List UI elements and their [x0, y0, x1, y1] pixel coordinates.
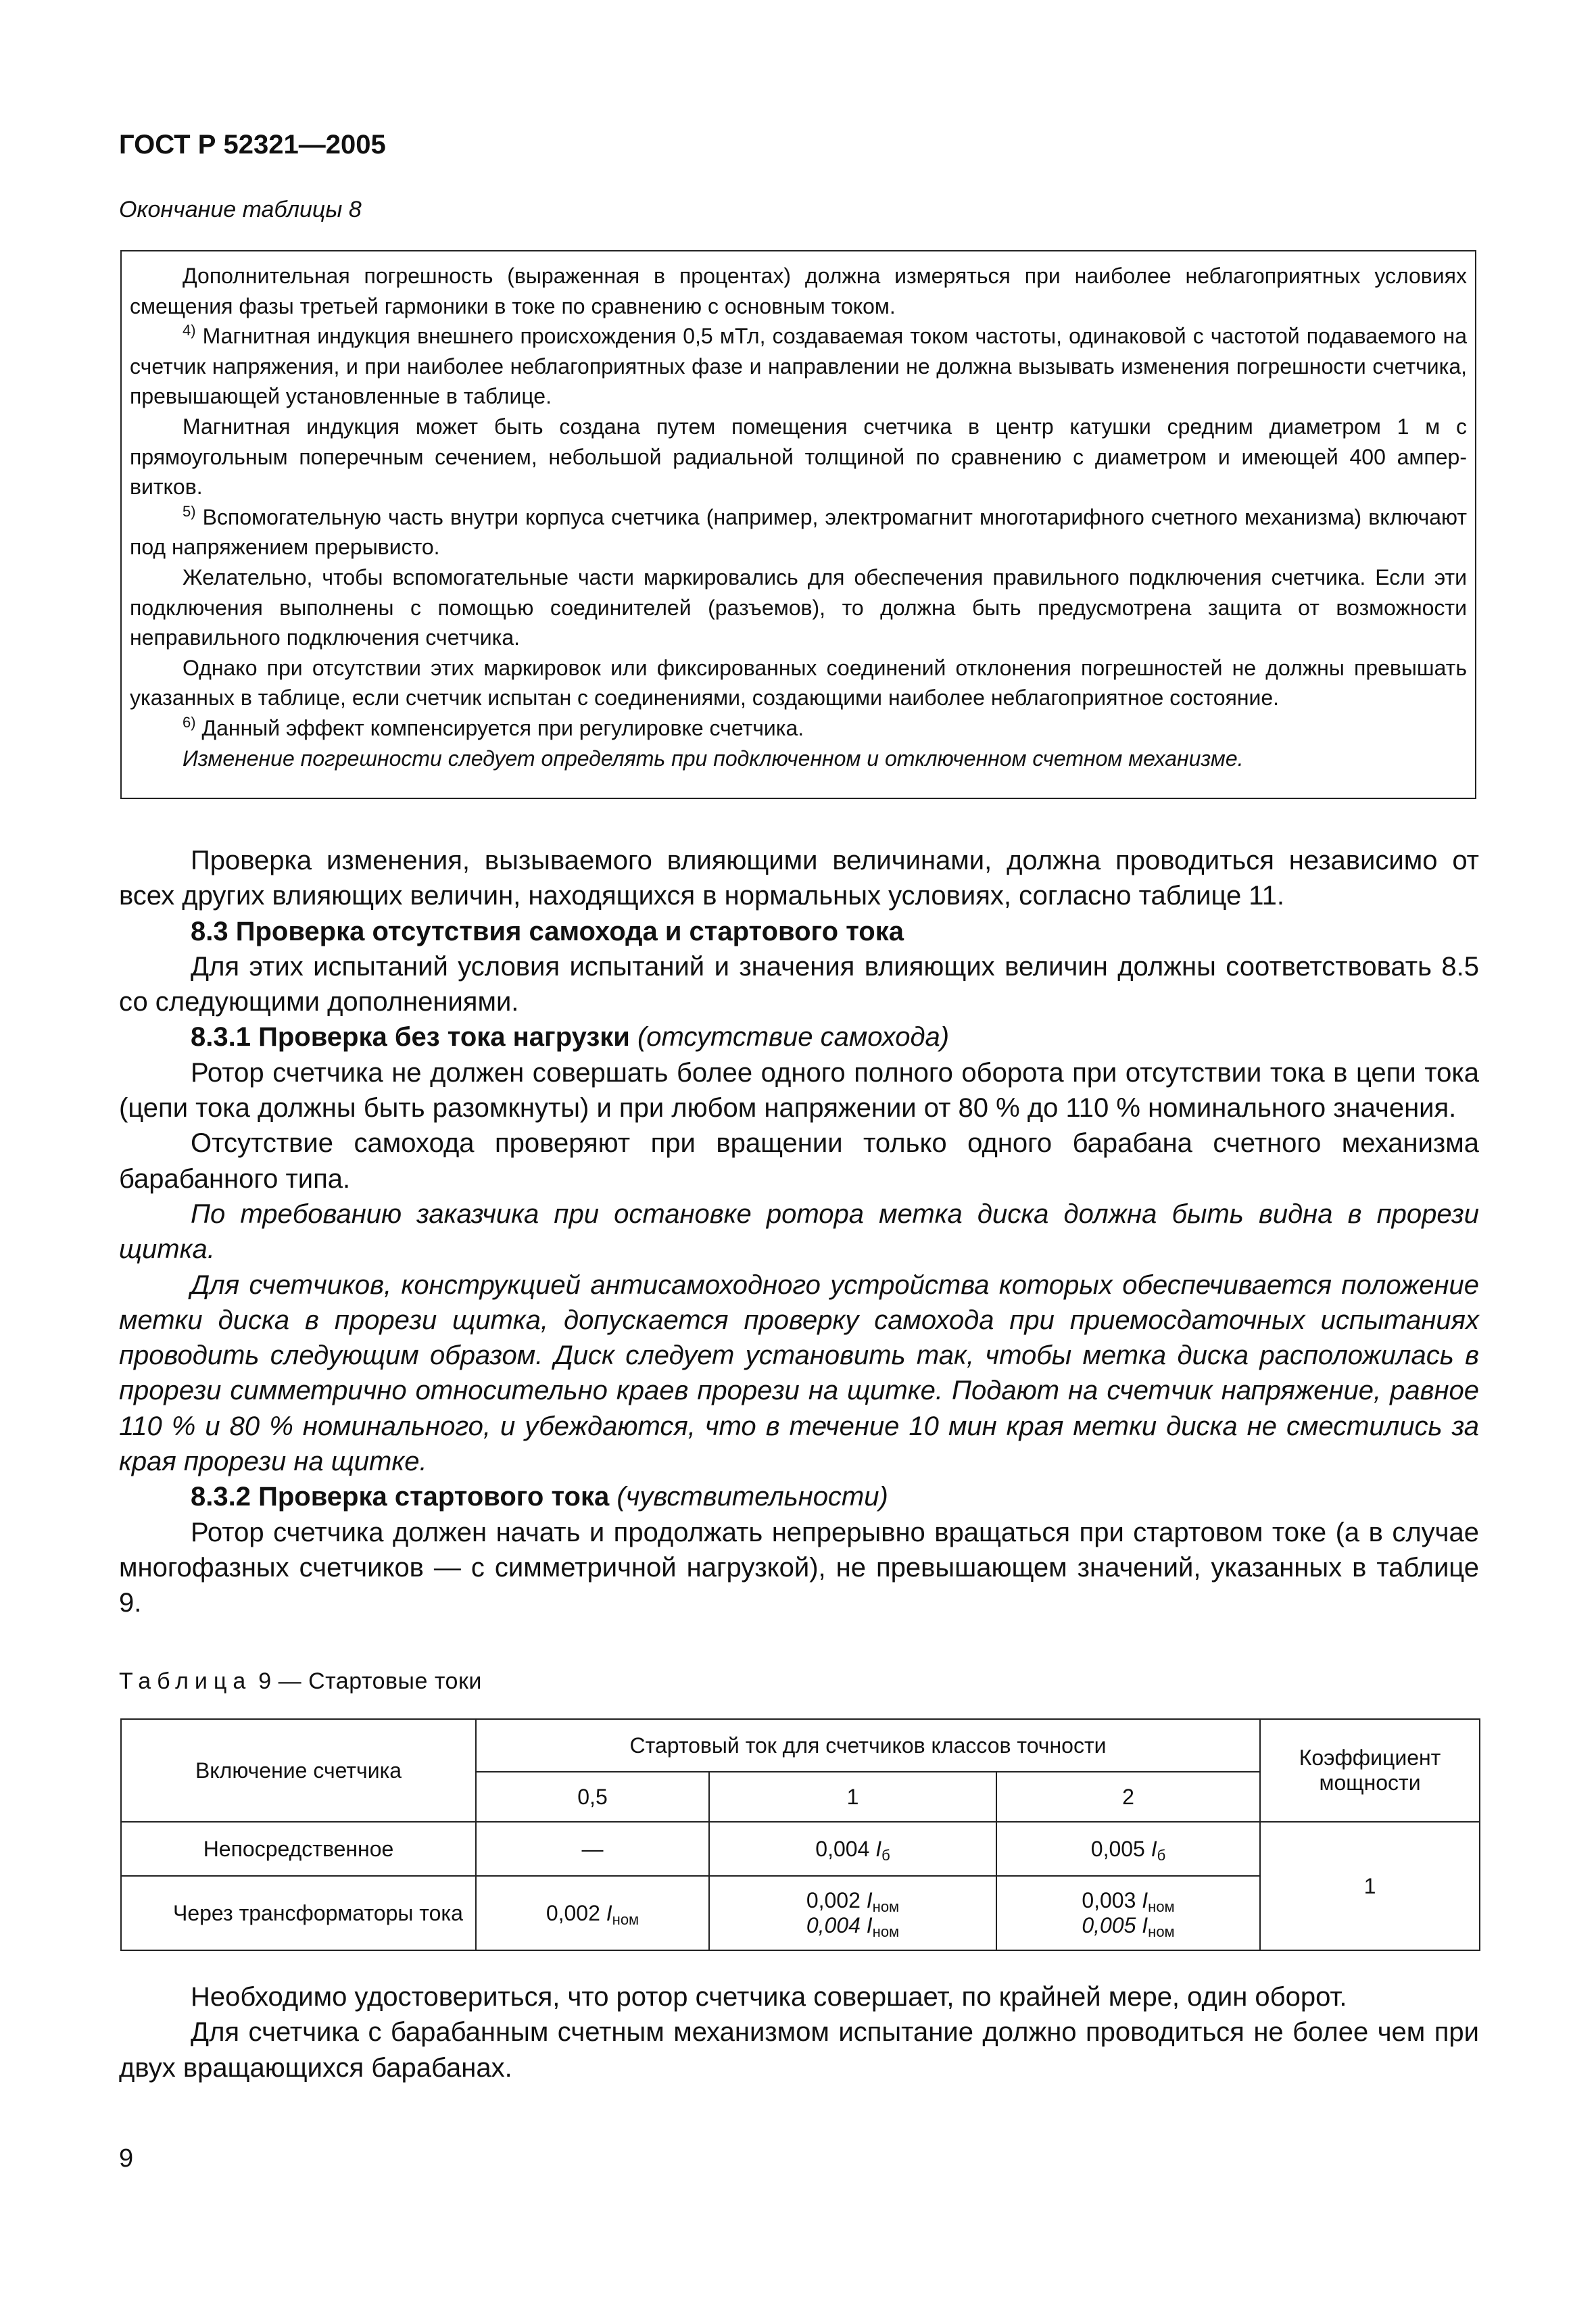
footnote-mark: 4) [183, 322, 196, 339]
document-code: ГОСТ Р 52321—2005 [119, 130, 386, 160]
table8-notes-box [120, 250, 1476, 799]
main-text [119, 843, 1479, 1621]
header-class-1: 1 [709, 1772, 996, 1822]
footnote-mark: 5) [183, 502, 196, 520]
row-direct-label: Непосредственное [121, 1822, 476, 1876]
paragraph-italic: Для счетчиков, конструкцией антисамоходного устройства которых обеспечивается положение метки диска в прорези щитка, допускается проверку самохода при приемосдаточных испытаниях проводить следующим образом. Диск следует установить так, чтобы метка диска расположилась в прорези симметрично относительно краев прорези на щитке. Подают на счетчик напряжение, равное 110 % и 80 % номинального, и убеждаются, что в течение 10 мин края метки диска не сместились за края прорези на щитке. [119, 1270, 1479, 1477]
footnote-4: $^{4)}$ Магнитная индукция внешнего происхождения 0,5 мТл, создаваемая током частоты, одинаковой с частотой подаваемого на счетчик напряжения, и при наиболее неблагоприятных фазе и направлении не должна вызывать изменения погрешности счетчика, превышающей установленные в таблице. [130, 322, 1468, 409]
paragraph: Для этих испытаний условия испытаний и значения влияющих величин должны соответствовать 8.5 со следующими дополнениями. [119, 951, 1479, 1017]
footnote-5: $^{5)}$ Вспомогательную часть внутри корпуса счетчика (например, электромагнит многотарифного счетного механизма) включают под напряжением прерывисто. [130, 502, 1468, 560]
header-class-2: 2 [996, 1772, 1260, 1822]
section-heading-8-3-1: 8.3.1 Проверка без тока нагрузки (отсутствие самохода) [191, 1022, 950, 1053]
after-table-text [119, 1979, 1479, 2085]
cell-power-factor: 1 [1260, 1822, 1480, 1950]
header-connection: Включение счетчика [121, 1719, 476, 1822]
paragraph: Проверка изменения, вызываемого влияющими величинами, должна проводиться независимо от всех других влияющих величин, находящихся в нормальных условиях, согласно таблице 11. [119, 846, 1479, 911]
cell-transformer-2: 0,003 $I_{ном}$ 0,005 $I_{ном}$ [996, 1876, 1260, 1950]
note-paragraph: Однако при отсутствии этих маркировок или фиксированных соединений отклонения погрешностей не должны превышать указанных в таблице, если счетчик испытан с соединениями, создающими наиболее неблагоприятное состояние. [130, 655, 1467, 710]
paragraph-italic: По требованию заказчика при остановке ротора метка диска должна быть видна в прорези щитка. [119, 1199, 1479, 1265]
paragraph: Необходимо удостовериться, что ротор счетчика совершает, по крайней мере, один оборот. [191, 1982, 1347, 2012]
page-number: 9 [119, 2144, 134, 2173]
header-class-05: 0,5 [476, 1772, 709, 1822]
section-heading-8-3-2: 8.3.2 Проверка стартового тока (чувствительности) [191, 1482, 888, 1512]
note-paragraph-italic: Изменение погрешности следует определять при подключенном и отключенном счетном механизме. [183, 746, 1244, 771]
cell-direct-2: 0,005 $I_б$ [996, 1822, 1260, 1876]
paragraph: Для счетчика с барабанным счетным механизмом испытание должно проводиться не более чем при двух вращающихся барабанах. [119, 2017, 1479, 2083]
section-heading-8-3: 8.3 Проверка отсутствия самохода и стартового тока [191, 916, 904, 946]
note-paragraph: Желательно, чтобы вспомогательные части маркировались для обеспечения правильного подключения счетчика. Если эти подключения выполнены с помощью соединителей (разъемов), то должна быть предусмотрена защита от возможности неправильного подключения счетчика. [130, 564, 1467, 650]
paragraph: Ротор счетчика не должен совершать более одного полного оборота при отсутствии тока в цепи тока (цепи тока должны быть разомкнуты) и при любом напряжении от 80 % до 110 % номинального значения. [119, 1057, 1479, 1124]
cell-direct-05: — [476, 1822, 709, 1876]
note-paragraph: Дополнительная погрешность (выраженная в процентах) должна измеряться при наиболее неблагоприятных условиях смещения фазы третьей гармоники в токе по сравнению с основным током. [130, 264, 1467, 318]
paragraph: Отсутствие самохода проверяют при вращении только одного барабана счетного механизма барабанного типа. [119, 1128, 1479, 1194]
row-transformer-label: Через трансформаторы тока [121, 1876, 476, 1950]
footnote-mark: 6) [183, 713, 196, 731]
footnote-6: $^{6)}$ Данный эффект компенсируется при регулировке счетчика. [183, 713, 804, 740]
table-caption: Таблица 9 — Стартовые токи [119, 1668, 482, 1694]
table-9 [120, 1718, 1480, 1951]
cell-direct-1: 0,004 $I_б$ [709, 1822, 996, 1876]
header-power-factor: Коэффициент мощности [1260, 1719, 1480, 1822]
table-continuation-label: Окончание таблицы 8 [119, 197, 362, 222]
paragraph: Ротор счетчика должен начать и продолжать непрерывно вращаться при стартовом токе (а в случае многофазных счетчиков — с симметричной нагрузкой), не превышающем значений, указанных в таблице 9. [119, 1517, 1479, 1618]
cell-transformer-05: 0,002 $I_{ном}$ [476, 1876, 709, 1950]
header-start-current: Стартовый ток для счетчиков классов точности [476, 1719, 1260, 1772]
note-paragraph: Магнитная индукция может быть создана путем помещения счетчика в центр катушки средним диаметром 1 м с прямоугольным поперечным сечением, небольшой радиальной толщиной по сравнению с диаметром и имеющей 400 ампер-витков. [130, 414, 1467, 500]
cell-transformer-1: 0,002 $I_{ном}$ 0,004 $I_{ном}$ [709, 1876, 996, 1950]
